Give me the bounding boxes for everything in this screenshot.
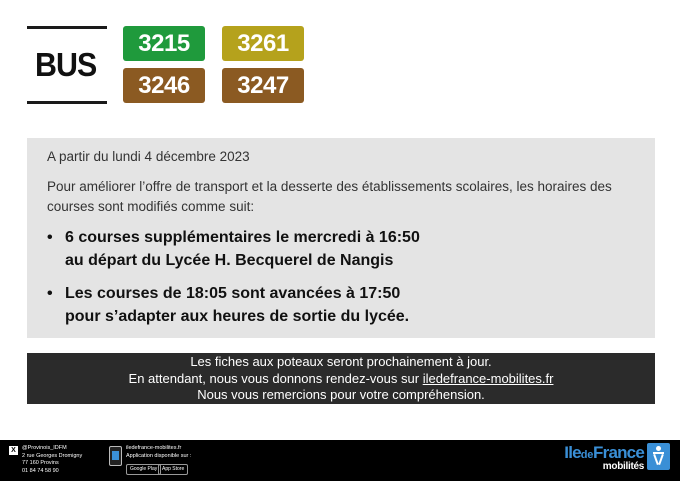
bullet-dot: • [47,285,53,302]
footer-bar [0,440,680,481]
app-availability: Application disponible sur : [126,452,192,459]
line-badge-3247: 3247 [222,68,304,103]
address-line-1: 2 rue Georges Dromigny [22,452,83,459]
line-badge-3246: 3246 [123,68,205,103]
banner-line-3: Nous vous remercions pour votre compréhension. [197,387,485,402]
notice-intro: Pour améliorer l’offre de transport et la desserte des établissements scolaires, les horaires des courses sont modifiés comme suit: [47,179,612,214]
banner-line-1: Les fiches aux poteaux seront prochainement à jour. [190,354,492,369]
social-handle[interactable]: @Provinois_IDFM [22,445,67,451]
bus-mode-label: BUS [35,46,97,83]
bullet-dot: • [47,229,53,246]
logo-text-mobilites: mobilités [602,461,644,472]
banner-line-2-text: En attendant, nous vous donnons rendez-vous sur [128,370,420,386]
phone-app-icon [109,446,122,466]
footer-app-info [126,445,191,460]
google-play-badge[interactable]: Google Play [126,464,161,475]
bus-logo-top-rule [27,26,107,29]
phone-number: 01 84 74 58 90 [22,467,59,474]
footer-contact [22,445,82,475]
idf-mobilites-logo [546,443,644,477]
idf-pictogram-icon [647,443,670,470]
logo-text-ile: Ile [564,443,581,462]
logo-text-de: de [580,449,594,461]
bullet-line: Les courses de 18:05 sont avancées à 17:50 [65,285,401,302]
address-line-2: 77 160 Provins [22,460,59,466]
info-banner [27,353,655,404]
notice-panel [27,138,655,338]
app-store-badge[interactable]: App Store [158,464,188,475]
notice-date: A partir du lundi 4 décembre 2023 [47,149,250,164]
line-badge-3261: 3261 [222,26,304,61]
footer-site[interactable]: iledefrance-mobilites.fr [126,445,182,451]
bullet-line: 6 courses supplémentaires le mercredi à 16:50 [65,229,420,246]
bus-mode-logo [27,26,107,104]
x-icon[interactable]: X [9,446,18,455]
logo-text-france: France [593,443,644,462]
bus-logo-bottom-rule [27,101,107,104]
bullet-line: au départ du Lycée H. Becquerel de Nangis [65,252,394,269]
bullet-line: pour s’adapter aux heures de sortie du lycée. [65,308,410,325]
banner-line-2 [27,371,655,388]
website-link[interactable]: iledefrance-mobilites.fr [422,370,554,386]
line-badge-3215: 3215 [123,26,205,61]
